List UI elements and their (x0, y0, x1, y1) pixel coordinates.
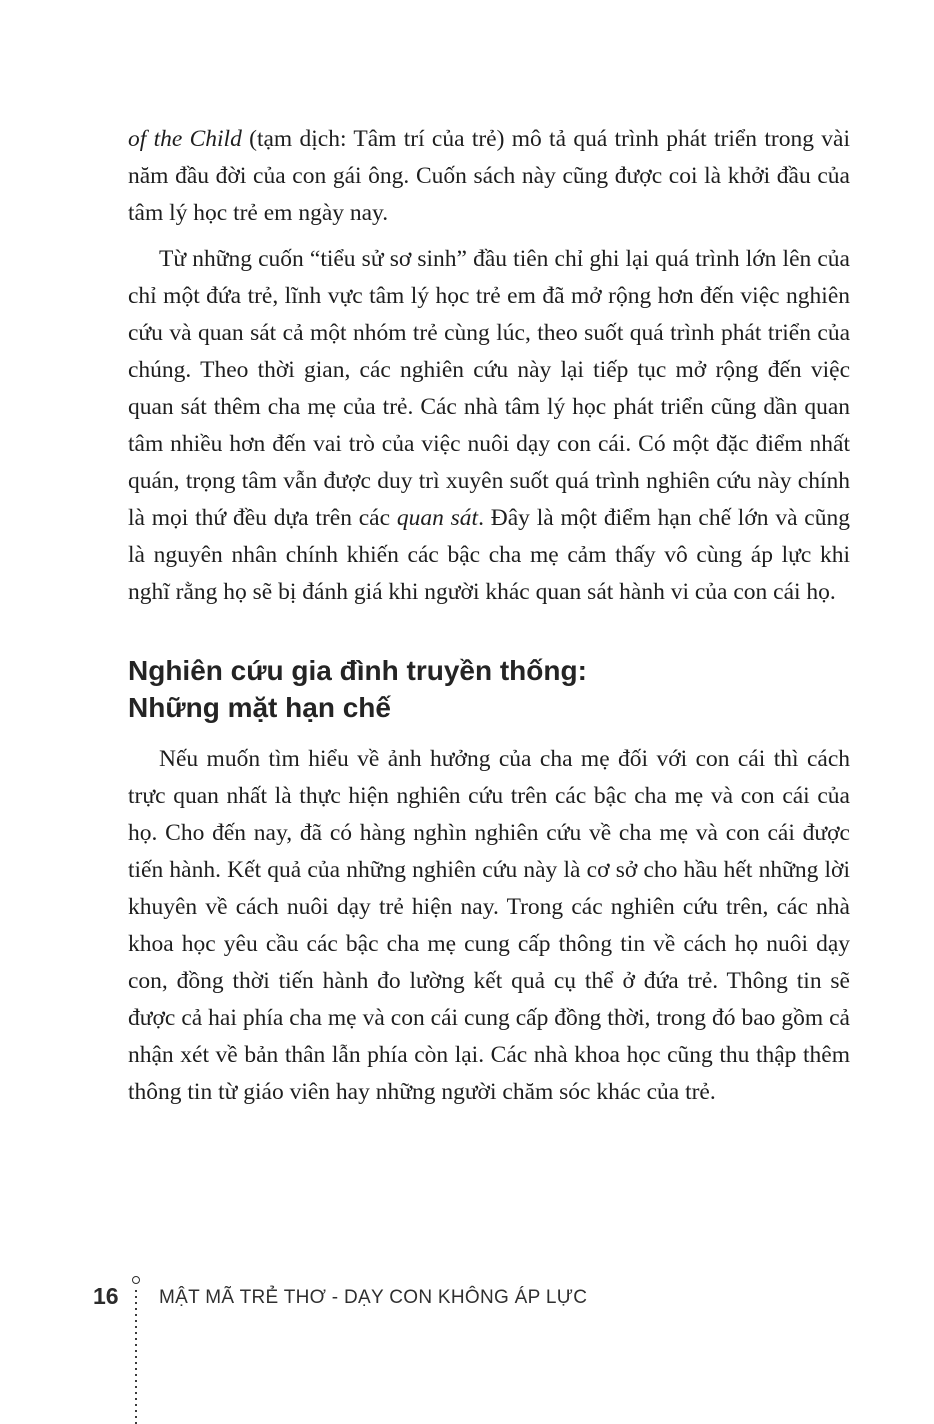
paragraph-opening (128, 121, 850, 232)
paragraph-text: . Đây là một điểm hạn chế lớn và cũng là nguyên nhân chính khiến các bậc cha mẹ cảm thấy vô cùng áp lực khi nghĩ rằng họ sẽ bị đánh giá khi người khác quan sát hành vi của con cái họ. (128, 505, 850, 605)
book-title-italic: of the Child (128, 126, 242, 152)
footer-circle-ornament-icon (132, 1276, 140, 1284)
paragraph-text: (tạm dịch: Tâm trí của trẻ) mô tả quá trình phát triển trong vài năm đầu đời của con gái ông. Cuốn sách này cũng được coi là khởi đầu của tâm lý học trẻ em ngày nay. (128, 126, 850, 226)
section-heading-line-2: Những mặt hạn chế (128, 692, 391, 723)
paragraph-text: Từ những cuốn “tiểu sử sơ sinh” đầu tiên chỉ ghi lại quá trình lớn lên của chỉ một đứa trẻ, lĩnh vực tâm lý học trẻ em đã mở rộng hơn đến việc nghiên cứu và quan sát cả một nhóm trẻ cùng lúc, theo suốt quá trình phát triển của chúng. Theo thời gian, các nghiên cứu này lại tiếp tục mở rộng đến việc quan sát thêm cha mẹ của trẻ. Các nhà tâm lý học phát triển cũng dần quan tâm nhiều hơn đến vai trò của việc nuôi dạy con cái. Có một đặc điểm nhất quán, trọng tâm vẫn được duy trì xuyên suốt quá trình nghiên cứu này chính là mọi thứ đều dựa trên các (128, 246, 850, 531)
page-number: 16 (93, 1283, 119, 1309)
section-heading-line-1: Nghiên cứu gia đình truyền thống: (128, 655, 587, 686)
section-heading (128, 652, 850, 726)
paragraph-text: Nếu muốn tìm hiểu về ảnh hưởng của cha mẹ đối với con cái thì cách trực quan nhất là thực hiện nghiên cứu trên các bậc cha mẹ và con cái của họ. Cho đến nay, đã có hàng nghìn nghiên cứu về cha mẹ và con cái được tiến hành. Kết quả của những nghiên cứu này là cơ sở cho hầu hết những lời khuyên về cách nuôi dạy trẻ hiện nay. Trong các nghiên cứu trên, các nhà khoa học yêu cầu các bậc cha mẹ cung cấp thông tin về cách họ nuôi dạy con, đồng thời tiến hành đo lường kết quả cụ thể ở đứa trẻ. Thông tin sẽ được cả hai phía cha mẹ và con cái cung cấp đồng thời, trong đó bao gồm cả nhận xét về bản thân lẫn phía còn lại. Các nhà khoa học cũng thu thập thêm thông tin từ giáo viên hay những người chăm sóc khác của trẻ. (128, 746, 850, 1105)
footer-dotted-divider (135, 1290, 137, 1424)
text-column (128, 121, 850, 1111)
emphasis-quan-sat: quan sát (396, 505, 479, 531)
running-title: MẬT MÃ TRẺ THƠ - DẠY CON KHÔNG ÁP LỰC (159, 1287, 588, 1308)
paragraph-traditional-research (128, 741, 850, 1111)
paragraph-baby-biographies (128, 241, 850, 611)
